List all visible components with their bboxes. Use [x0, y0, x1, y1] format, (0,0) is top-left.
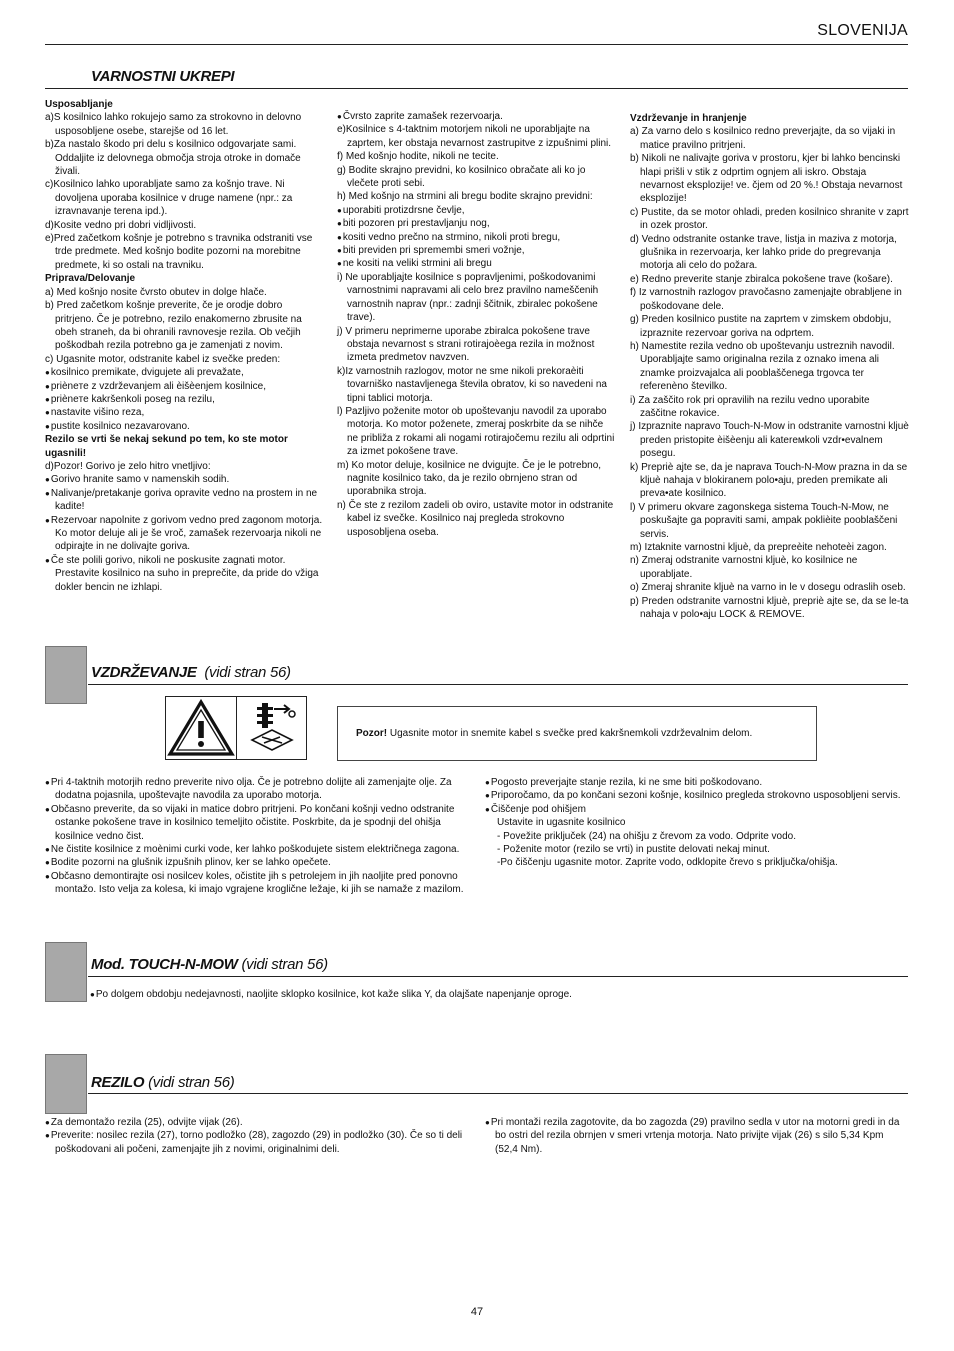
bullet-item: ● Ne čistite kosilnice z moènimi curki vode, ker lahko poškodujete sistem električnega zagona.	[45, 843, 470, 856]
paragraph-item: c) Ugasnite motor, odstranite kabel iz svečke preden:	[45, 353, 281, 365]
bullet-item: ● Občasno preverite, da so vijaki in matice dobro pritrjeni. Po končani košnji vedno odstranite ostanke pokošene trave in kosilnico temeljito očistite. Poskrbite, da je spodnji del ohišja kosilnice vedno čist.	[45, 803, 470, 843]
paragraph-item: e) Redno preverite stanje zbiralca pokošene trave (košare).	[630, 273, 893, 285]
paragraph-item: m) Iztaknite varnostni kljuè, da prepreèite nehoteèi zagon.	[630, 542, 887, 553]
paragraph-item: - Poženite motor (rezilo se vrti) in pustite delovati nekaj minut.	[497, 844, 770, 856]
paragraph-item: b)Za nastalo škodo pri delu s kosilnico odgovarjate sami. Oddaljite iz delovnega območja stroja otroke in domače živali.	[45, 139, 301, 178]
bullet-item: ● prièneте z vzdrževanjem ali èišèenjem kosilnice,	[45, 380, 324, 393]
bullet-item: ● Gorivo hranite samo v namenskih sodih.	[45, 473, 324, 486]
paragraph-item: n) Zmeraj odstranite varnostni kljuè, ko kosilnice ne uporabljate.	[630, 555, 858, 580]
paragraph-item: d)Kosite vedno pri dobri vidljivosti.	[45, 219, 197, 231]
touch-text: ● Po dolgem obdobju nedejavnosti, naoljite sklopko kosilnice, kot kaže slika Y, da olajšate napenjanje oproge.	[90, 988, 910, 1001]
paragraph-item: e)Pred začetkom košnje je potrebno s travnika odstraniti vse trde predmete. Med košnjo bodite pozorni na morebitne predmete, ki so ostali na travniku.	[45, 233, 313, 271]
section-marker	[45, 1054, 87, 1114]
page-number: 47	[470, 1306, 484, 1318]
bullet-item: ● Če ste polili gorivo, nikoli ne poskusite zagnati motor. Prestavite kosilnico na suho in preprečite, da pride do vžiga dokler bencin ne izhlapi.	[45, 554, 324, 594]
paragraph-item: j) Izpraznite napravo Touch-N-Mow in odstranite varnostni kljuè preden pristopite èišèenju ali katerемkoli vzdr•evalnem posegu.	[630, 421, 909, 460]
paragraph-item: d) Vedno odstranite ostanke trave, listja in maziva z motorja, glušnika in rezervoarja, ker lahko pride do pregrevanja motorja ali celo do požara.	[630, 233, 897, 272]
paragraph-item: f) Med košnjo hodite, nikoli ne tecite.	[337, 151, 499, 163]
bullet-item: ● Priporočamo, da po končani sezoni košnje, kosilnico pregleda strokovno usposobljeni servis.	[485, 789, 909, 802]
header-rule	[45, 44, 908, 45]
bullet-item: ● Rezervoar napolnite z gorivom vedno pred zagonom motorja. Ko motor deluje ali je še vroč, zamašek rezervoarja nikoli ne odpirajte in ne dolivajte goriva.	[45, 514, 324, 554]
paragraph-item: b) Nikoli ne nalivajte goriva v prostoru, kjer bi lahko bencinski hlapi prišli v stik z odprtim ognjem ali iskro. Obstaja nevarnost eksplozije! ve. čjem od 20 %.! Obstaja nevarnost eksplozije!	[630, 153, 903, 205]
section-marker	[45, 646, 87, 704]
paragraph-item: - Povežite priključek (24) na ohišju z črevom za vodo. Odprite vodo.	[497, 830, 797, 842]
paragraph-item: j) V primeru neprimerne uporabe zbiralca pokošene trave obstaja nevarnost s strani rotirajoèega rezila in možnost izmeta predmetov navzven.	[337, 325, 595, 364]
paragraph-item: i) Ne uporabljajte kosilnice s popravljenimi, poškodovanimi varnostnimi napravami ali celo brez pravilno nameščenih varnostnih naprav (npr.: zadnji ščitnik, zbiralec pokošene trave).	[337, 271, 599, 324]
bullet-item: ● Bodite pozorni na glušnik izpušnih plinov, ker se lahko opečete.	[45, 856, 470, 869]
subheading: Rezilo se vrti še nekaj sekund po tem, ko ste motor ugasnili!	[45, 434, 288, 459]
paragraph-item: k)Iz varnostnih razlogov, motor ne sme nikoli prekoraèiti tovarniško nastavljenega števila obratov, ki so navedeni na tipni tablici motorja.	[337, 365, 607, 404]
paragraph-item: c) Pustite, da se motor ohladi, preden kosilnico shranite v zaprt in ozek prostor.	[630, 206, 909, 232]
paragraph-item: Ustavite in ugasnite kosilnico	[497, 817, 626, 829]
paragraph-item: -Po čiščenju ugasnite motor. Zaprite vodo, odklopite črevo s priključka/ohišja.	[497, 857, 838, 869]
blade-rule	[88, 1093, 908, 1094]
blade-column-right	[485, 1116, 909, 1156]
paragraph-item: i) Za zaščito rok pri opravilih na rezilu vedno uporabite zaščitne rokavice.	[630, 394, 870, 419]
paragraph-item: c)Kosilnico lahko uporabljate samo za košnjo trave. Ni dovoljena uporaba kosilnice v druge namene (npr.: za izravnavanje terena ipd.).	[45, 179, 293, 218]
bullet-item: ● Preverite: nosilec rezila (27), torno podložko (28), zagozdo (29) in podložko (30). Če so ti deli poškodovani ali počeni, zamenjajte jih z novimi, originalnimi deli.	[45, 1129, 470, 1156]
bullet-item: ● biti pozoren pri prestavljanju nog,	[337, 217, 617, 230]
warning-pictogram	[165, 696, 307, 760]
paragraph-item: a) Med košnjo nosite čvrsto obutev in dolge hlače.	[45, 286, 267, 298]
bullet-item: ● prièneте kakršenkoli poseg na rezilu,	[45, 393, 324, 406]
paragraph-item: l) Pazljivo poženite motor ob upoštevanju navodil za uporabo motorja. Ko motor poženete, zmeraj poskrbite da se nihče ne približa z rokami ali nogami rotirajočemu rezilu ali odprtini za izmet pokošene trave.	[337, 405, 615, 458]
paragraph-item: m) Ko motor deluje, kosilnice ne dvigujte. Če je le potrebno, nagnite kosilnico tako, da je rezilo obrnjeno stran od uporabnika stroja.	[337, 459, 602, 498]
section-marker	[45, 942, 87, 1002]
paragraph-item: f) Iz varnostnih razlogov pravočasno zamenjajte obrabljene in poškodovane dele.	[630, 287, 902, 312]
paragraph-item: p) Preden odstranite varnostni kljuè, prepriè ajte se, da se le-ta nahaja v polo•aju LOCK & REMOVE.	[630, 595, 909, 621]
paragraph-item: n) Če ste z rezilom zadeli ob oviro, ustavite motor in odstranite kabel iz svečke. Kosilnico naj pregleda strokovno usposobljena oseba.	[337, 499, 614, 538]
subheading: Usposabljanje	[45, 99, 113, 110]
bullet-item: ● Čvrsto zaprite zamašek rezervoarja.	[337, 110, 617, 123]
safety-column-1	[45, 98, 324, 594]
paragraph-item: o) Zmeraj shranite kljuè na varno in le v dosegu odraslih oseb.	[630, 582, 906, 594]
safety-rule	[45, 88, 908, 89]
maintenance-title: VZDRŽEVANJE (vidi stran 56)	[91, 664, 291, 681]
safety-column-3	[630, 112, 909, 621]
paragraph-item: h) Namestite rezila vedno ob upoštevanju ustreznih navodil. Uporabljajte samo originalna rezila z oznako imena ali znamke proizvajalca ali pooblaščenega trgovca ter referenèno številko.	[630, 340, 895, 393]
paragraph-item: a) Za varno delo s kosilnico redno preverjajte, da so vijaki in matice pravilno pritrjeni.	[630, 126, 896, 151]
language-label: SLOVENIJA	[817, 22, 908, 39]
paragraph-item: b) Pred začetkom košnje preverite, če je orodje dobro pritrjeno. Če je potrebno, rezilo enakomerno zbrusite na obeh straneh, da bi ohranili ravnovesje rezila. Ob večjih poškodbah rezila potrebno ga je zamenjati z novim.	[45, 300, 302, 352]
maintenance-rule	[88, 684, 908, 685]
warning-box	[337, 706, 817, 761]
bullet-item: ● pustite kosilnico nezavarovano.	[45, 420, 324, 433]
safety-title: VARNOSTNI UKREPI	[91, 68, 235, 85]
bullet-item: ● Pri 4-taktnih motorjih redno preverite nivo olja. Če je potrebno dolijte ali zamenjajte olje. Za dodatna pojasnila, upoštevajte navodila za uporabo motorja.	[45, 776, 470, 803]
bullet-item: ● Pri montaži rezila zagotovite, da bo zagozda (29) pravilno sedla v utor na motorni gredi in da bo ostri del rezila obrnjen v smeri vrtenja motorja. Nato privijte vijak (26) s silo 5,34 Kpm (52,4 Nm).	[485, 1116, 909, 1156]
warning-text: Ugasnite motor in snemite kabel s svečke pred kakršnemkoli vzdrževalnim delom.	[387, 728, 753, 739]
warning-label: Pozor!	[356, 728, 388, 739]
bullet-item: ● Za demontažo rezila (25), odvijte vijak (26).	[45, 1116, 470, 1129]
safety-column-2	[337, 110, 617, 539]
paragraph-item: g) Bodite skrajno previdni, ko kosilnico obračate ali ko jo vlečete proti sebi.	[337, 164, 586, 190]
bullet-item: ● Pogosto preverjajte stanje rezila, ki ne sme biti poškodovano.	[485, 776, 909, 789]
maintenance-column-left	[45, 776, 470, 897]
paragraph-item: l) V primeru okvare zagonskega sistema Touch-N-Mow, ne poskušajte ga popraviti sami, ampak poklièite pooblaščeni servis.	[630, 501, 898, 540]
blade-column-left	[45, 1116, 470, 1156]
warning-triangle-icon	[166, 697, 237, 759]
paragraph-item: h) Med košnjo na strmini ali bregu bodite skrajno previdni:	[337, 191, 593, 203]
spark-plug-disconnect-icon	[236, 697, 306, 759]
bullet-item: ● Občasno demontirajte osi nosilcev koles, očistite jih s petrolejem in jih naoljite pred ponovno montažo. Isto velja za kolesa, ki imajo vgrajene kroglične ležaje, ki jih se namaže z mazilom.	[45, 870, 470, 897]
maintenance-column-right	[485, 776, 909, 870]
paragraph-item: e)Kosilnice s 4-taktnim motorjem nikoli ne uporabljajte na zaprtem, ker obstaja nevarnost zastrupitve z izpušnimi plini.	[337, 124, 612, 149]
touch-title: Mod. TOUCH-N-MOW (vidi stran 56)	[91, 956, 328, 973]
bullet-item: ● nastavite višino reza,	[45, 406, 324, 419]
bullet-item: ● ne kositi na veliki strmini ali bregu	[337, 257, 617, 270]
bullet-item: ● Čiščenje pod ohišjem	[485, 803, 909, 816]
subheading: Priprava/Delovanje	[45, 273, 136, 285]
blade-title: REZILO (vidi stran 56)	[91, 1074, 235, 1091]
bullet-item: ● biti previden pri spremembi smeri vožnje,	[337, 244, 617, 257]
paragraph-item: g) Preden kosilnico pustite na zaprtem v zimskem obdobju, izpraznite rezervoar goriva na odprtem.	[630, 314, 892, 339]
bullet-item: ● kositi vedno prečno na strmino, nikoli proti bregu,	[337, 231, 617, 244]
subheading: Vzdrževanje in hranjenje	[630, 113, 747, 124]
paragraph-item: k) Prepriè ajte se, da je naprava Touch-N-Mow prazna in da se kljuè nahaja v blokiranem polo•aju, preden premikate ali preva•ate kosilnico.	[630, 461, 908, 500]
touch-rule	[88, 976, 908, 977]
paragraph-item: a)S kosilnico lahko rokujejo samo za strokovno in delovno usposobljene osebe, starejše od 16 let.	[45, 112, 302, 137]
bullet-item: ● uporabiti protizdrsne čevlje,	[337, 204, 617, 217]
bullet-item: ● Nalivanje/pretakanje goriva opravite vedno na prostem in ne kadite!	[45, 487, 324, 514]
paragraph-item: d)Pozor! Gorivo je zelo hitro vnetljivo:	[45, 460, 211, 472]
bullet-item: ● kosilnico premikate, dvigujete ali prevažate,	[45, 366, 324, 379]
